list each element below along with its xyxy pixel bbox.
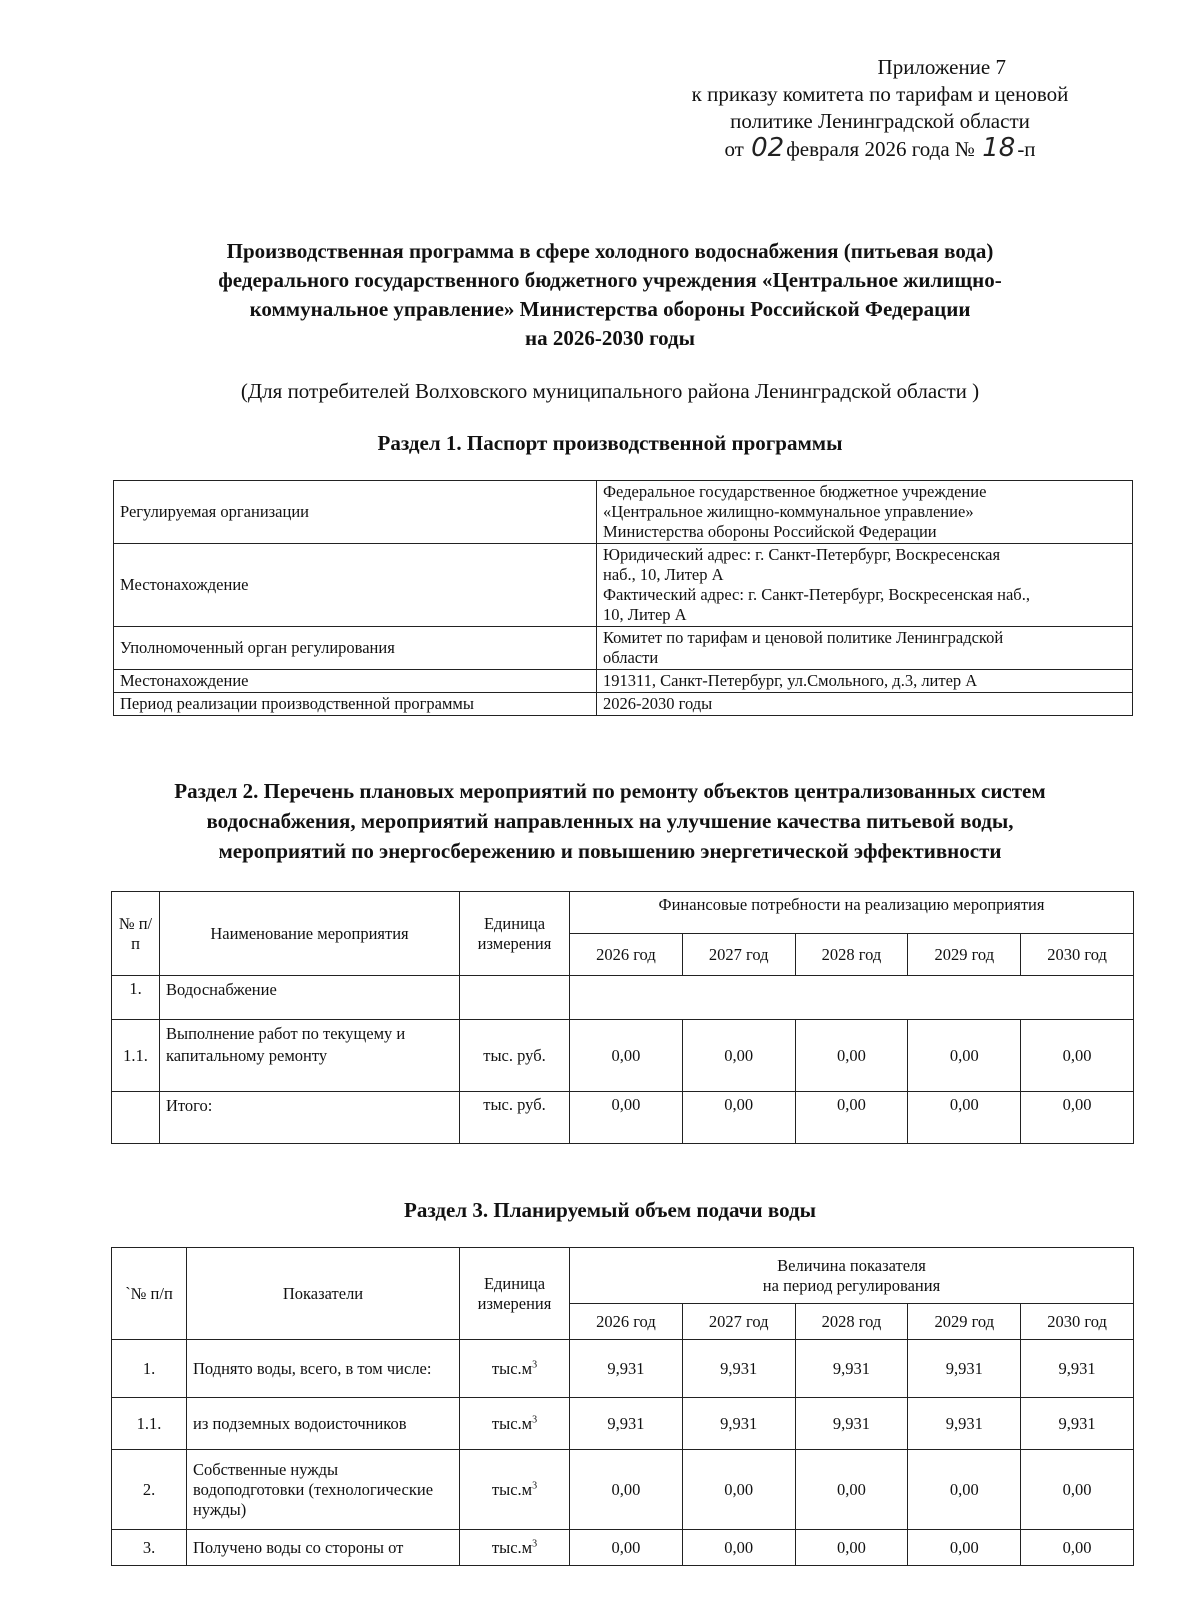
passport-value-line: наб., 10, Литер А [603, 565, 724, 584]
handwritten-order-number: 18 [982, 133, 1016, 163]
volume-row [112, 1340, 1134, 1398]
passport-value [597, 481, 1133, 544]
title-line-1: Производственная программа в сфере холодного водоснабжения (питьевая вода) [226, 239, 994, 263]
header-name: Показатели [187, 1248, 460, 1340]
title-line-2: федерального государственного бюджетного учреждения «Центральное жилищно- [218, 268, 1002, 292]
attachment-number: Приложение 7 [877, 55, 1006, 79]
row-value: 0,00 [908, 1020, 1021, 1092]
row-value: 0,00 [908, 1530, 1021, 1566]
row-value: 0,00 [570, 1530, 683, 1566]
row-value: 0,00 [682, 1020, 795, 1092]
year-header: 2027 год [682, 1304, 795, 1340]
attachment-block [650, 54, 1110, 163]
row-value: 0,00 [1021, 1020, 1134, 1092]
passport-label: Местонахождение [114, 670, 597, 693]
row-name: Получено воды со стороны от [187, 1530, 460, 1566]
passport-value-line: 10, Литер А [603, 605, 687, 624]
row-value: 9,931 [570, 1398, 683, 1450]
row-value: 0,00 [570, 1092, 683, 1144]
year-header: 2030 год [1021, 934, 1134, 976]
row-value: 0,00 [570, 1450, 683, 1530]
row-value: 9,931 [795, 1340, 908, 1398]
passport-value [597, 627, 1133, 670]
row-name: из подземных водоисточников [187, 1398, 460, 1450]
row-name: Выполнение работ по текущему и капитальному ремонту [160, 1020, 460, 1092]
header-num: № п/п [112, 892, 160, 976]
measures-table-body [112, 976, 1134, 1144]
passport-value-line: Министерства обороны Российской Федерации [603, 522, 937, 541]
header-value-line-1: Величина показателя [777, 1255, 926, 1275]
passport-value [597, 693, 1133, 716]
year-header: 2028 год [795, 1304, 908, 1340]
header-finance: Финансовые потребности на реализацию мероприятия [570, 892, 1134, 934]
unit-base: тыс.м [491, 1358, 533, 1378]
row-unit [460, 1450, 570, 1530]
row-value: 9,931 [682, 1340, 795, 1398]
section3-heading: Раздел 3. Планируемый объем подачи воды [404, 1198, 816, 1222]
passport-table-body [114, 481, 1133, 716]
section2-heading-line-1: Раздел 2. Перечень плановых мероприятий по ремонту объектов централизованных систем [174, 779, 1046, 803]
unit-sup: 3 [532, 1414, 538, 1425]
row-value: 9,931 [682, 1398, 795, 1450]
row-value: 9,931 [570, 1340, 683, 1398]
row-value: 0,00 [795, 1092, 908, 1144]
row-unit [460, 1398, 570, 1450]
section2-heading-line-2: водоснабжения, мероприятий направленных на улучшение качества питьевой воды, [206, 809, 1014, 833]
row-value: 0,00 [682, 1530, 795, 1566]
row-value: 0,00 [1021, 1092, 1134, 1144]
row-value: 0,00 [908, 1450, 1021, 1530]
passport-value-line: «Центральное жилищно-коммунальное управление» [603, 502, 974, 521]
passport-value-line: 191311, Санкт-Петербург, ул.Смольного, д.3, литер А [603, 671, 978, 690]
year-header: 2026 год [570, 1304, 683, 1340]
attachment-order-line: к приказу комитета по тарифам и ценовой [691, 82, 1069, 106]
header-value-line-2: на период регулирования [762, 1275, 941, 1295]
passport-row [114, 627, 1133, 670]
date-rest: февраля 2026 года № [786, 137, 975, 161]
unit-sup: 3 [532, 1480, 538, 1491]
passport-value-line: Фактический адрес: г. Санкт-Петербург, Воскресенская наб., [603, 585, 1030, 604]
row-value: 0,00 [908, 1092, 1021, 1144]
unit-base: тыс.м [491, 1537, 533, 1557]
row-num: 1. [112, 1340, 187, 1398]
row-num: 1.1. [112, 1020, 160, 1092]
year-header: 2026 год [570, 934, 683, 976]
row-value: 9,931 [908, 1340, 1021, 1398]
passport-row [114, 693, 1133, 716]
volume-row [112, 1450, 1134, 1530]
attachment-committee-line: политике Ленинградской области [730, 109, 1030, 133]
row-name: Собственные нужды водоподготовки (технологические нужды) [187, 1450, 460, 1530]
measures-row [112, 976, 1134, 1020]
row-value: 0,00 [682, 1450, 795, 1530]
passport-value [597, 544, 1133, 627]
row-unit: тыс. руб. [460, 1092, 570, 1144]
row-value: 9,931 [1021, 1340, 1134, 1398]
passport-value [597, 670, 1133, 693]
row-name: Поднято воды, всего, в том числе: [187, 1340, 460, 1398]
passport-label: Период реализации производственной программы [114, 693, 597, 716]
consumers-note: (Для потребителей Волховского муниципального района Ленинградской области ) [240, 379, 980, 403]
row-value: 9,931 [908, 1398, 1021, 1450]
handwritten-day: 02 [751, 133, 785, 163]
row-unit: тыс. руб. [460, 1020, 570, 1092]
row-value: 0,00 [570, 1020, 683, 1092]
passport-table [113, 480, 1133, 716]
unit-base: тыс.м [491, 1479, 533, 1499]
header-num: `№ п/п [112, 1248, 187, 1340]
header-value [570, 1248, 1134, 1304]
row-value: 0,00 [795, 1450, 908, 1530]
row-value: 9,931 [795, 1398, 908, 1450]
row-name: Водоснабжение [160, 976, 460, 1020]
header-name: Наименование мероприятия [160, 892, 460, 976]
passport-value-line: Федеральное государственное бюджетное учреждение [603, 482, 987, 501]
passport-value-line: области [603, 648, 659, 667]
header-unit: Единица измерения [460, 892, 570, 976]
measures-row [112, 1020, 1134, 1092]
row-empty [570, 976, 1134, 1020]
row-num: 3. [112, 1530, 187, 1566]
year-header: 2029 год [908, 1304, 1021, 1340]
header-unit: Единица измерения [460, 1248, 570, 1340]
attachment-date-line [650, 135, 1110, 163]
order-suffix: -п [1017, 137, 1036, 161]
volume-row [112, 1398, 1134, 1450]
measures-table [111, 891, 1134, 1144]
year-header: 2030 год [1021, 1304, 1134, 1340]
document-title [110, 237, 1110, 353]
unit-sup: 3 [532, 1359, 538, 1370]
passport-row [114, 670, 1133, 693]
row-num [112, 1092, 160, 1144]
date-prefix: от [724, 137, 744, 161]
passport-value-line: Комитет по тарифам и ценовой политике Ленинградской [603, 628, 1004, 647]
title-line-4: на 2026-2030 годы [524, 326, 696, 350]
passport-label: Уполномоченный орган регулирования [114, 627, 597, 670]
year-header: 2027 год [682, 934, 795, 976]
row-name: Итого: [160, 1092, 460, 1144]
year-header: 2029 год [908, 934, 1021, 976]
passport-label: Регулируемая организации [114, 481, 597, 544]
row-value: 0,00 [795, 1020, 908, 1092]
row-unit [460, 1530, 570, 1566]
section2-heading-line-3: мероприятий по энергосбережению и повышению энергетической эффективности [218, 839, 1002, 863]
measures-row [112, 1092, 1134, 1144]
row-value: 0,00 [795, 1530, 908, 1566]
year-header: 2028 год [795, 934, 908, 976]
row-num: 2. [112, 1450, 187, 1530]
row-value: 0,00 [1021, 1530, 1134, 1566]
row-unit [460, 1340, 570, 1398]
passport-label: Местонахождение [114, 544, 597, 627]
row-unit [460, 976, 570, 1020]
row-value: 0,00 [1021, 1450, 1134, 1530]
row-value: 0,00 [682, 1092, 795, 1144]
unit-base: тыс.м [491, 1413, 533, 1433]
passport-value-line: Юридический адрес: г. Санкт-Петербург, Воскресенская [603, 545, 1001, 564]
title-line-3: коммунальное управление» Министерства обороны Российской Федерации [249, 297, 971, 321]
row-num: 1.1. [112, 1398, 187, 1450]
passport-row [114, 481, 1133, 544]
unit-sup: 3 [532, 1538, 538, 1549]
volume-table [111, 1247, 1134, 1566]
section1-heading: Раздел 1. Паспорт производственной программы [377, 431, 843, 455]
passport-value-line: 2026-2030 годы [603, 694, 713, 713]
section2-heading [100, 776, 1120, 866]
volume-row [112, 1530, 1134, 1566]
row-num: 1. [112, 976, 160, 1020]
volume-table-body [112, 1340, 1134, 1566]
passport-row [114, 544, 1133, 627]
row-value: 9,931 [1021, 1398, 1134, 1450]
